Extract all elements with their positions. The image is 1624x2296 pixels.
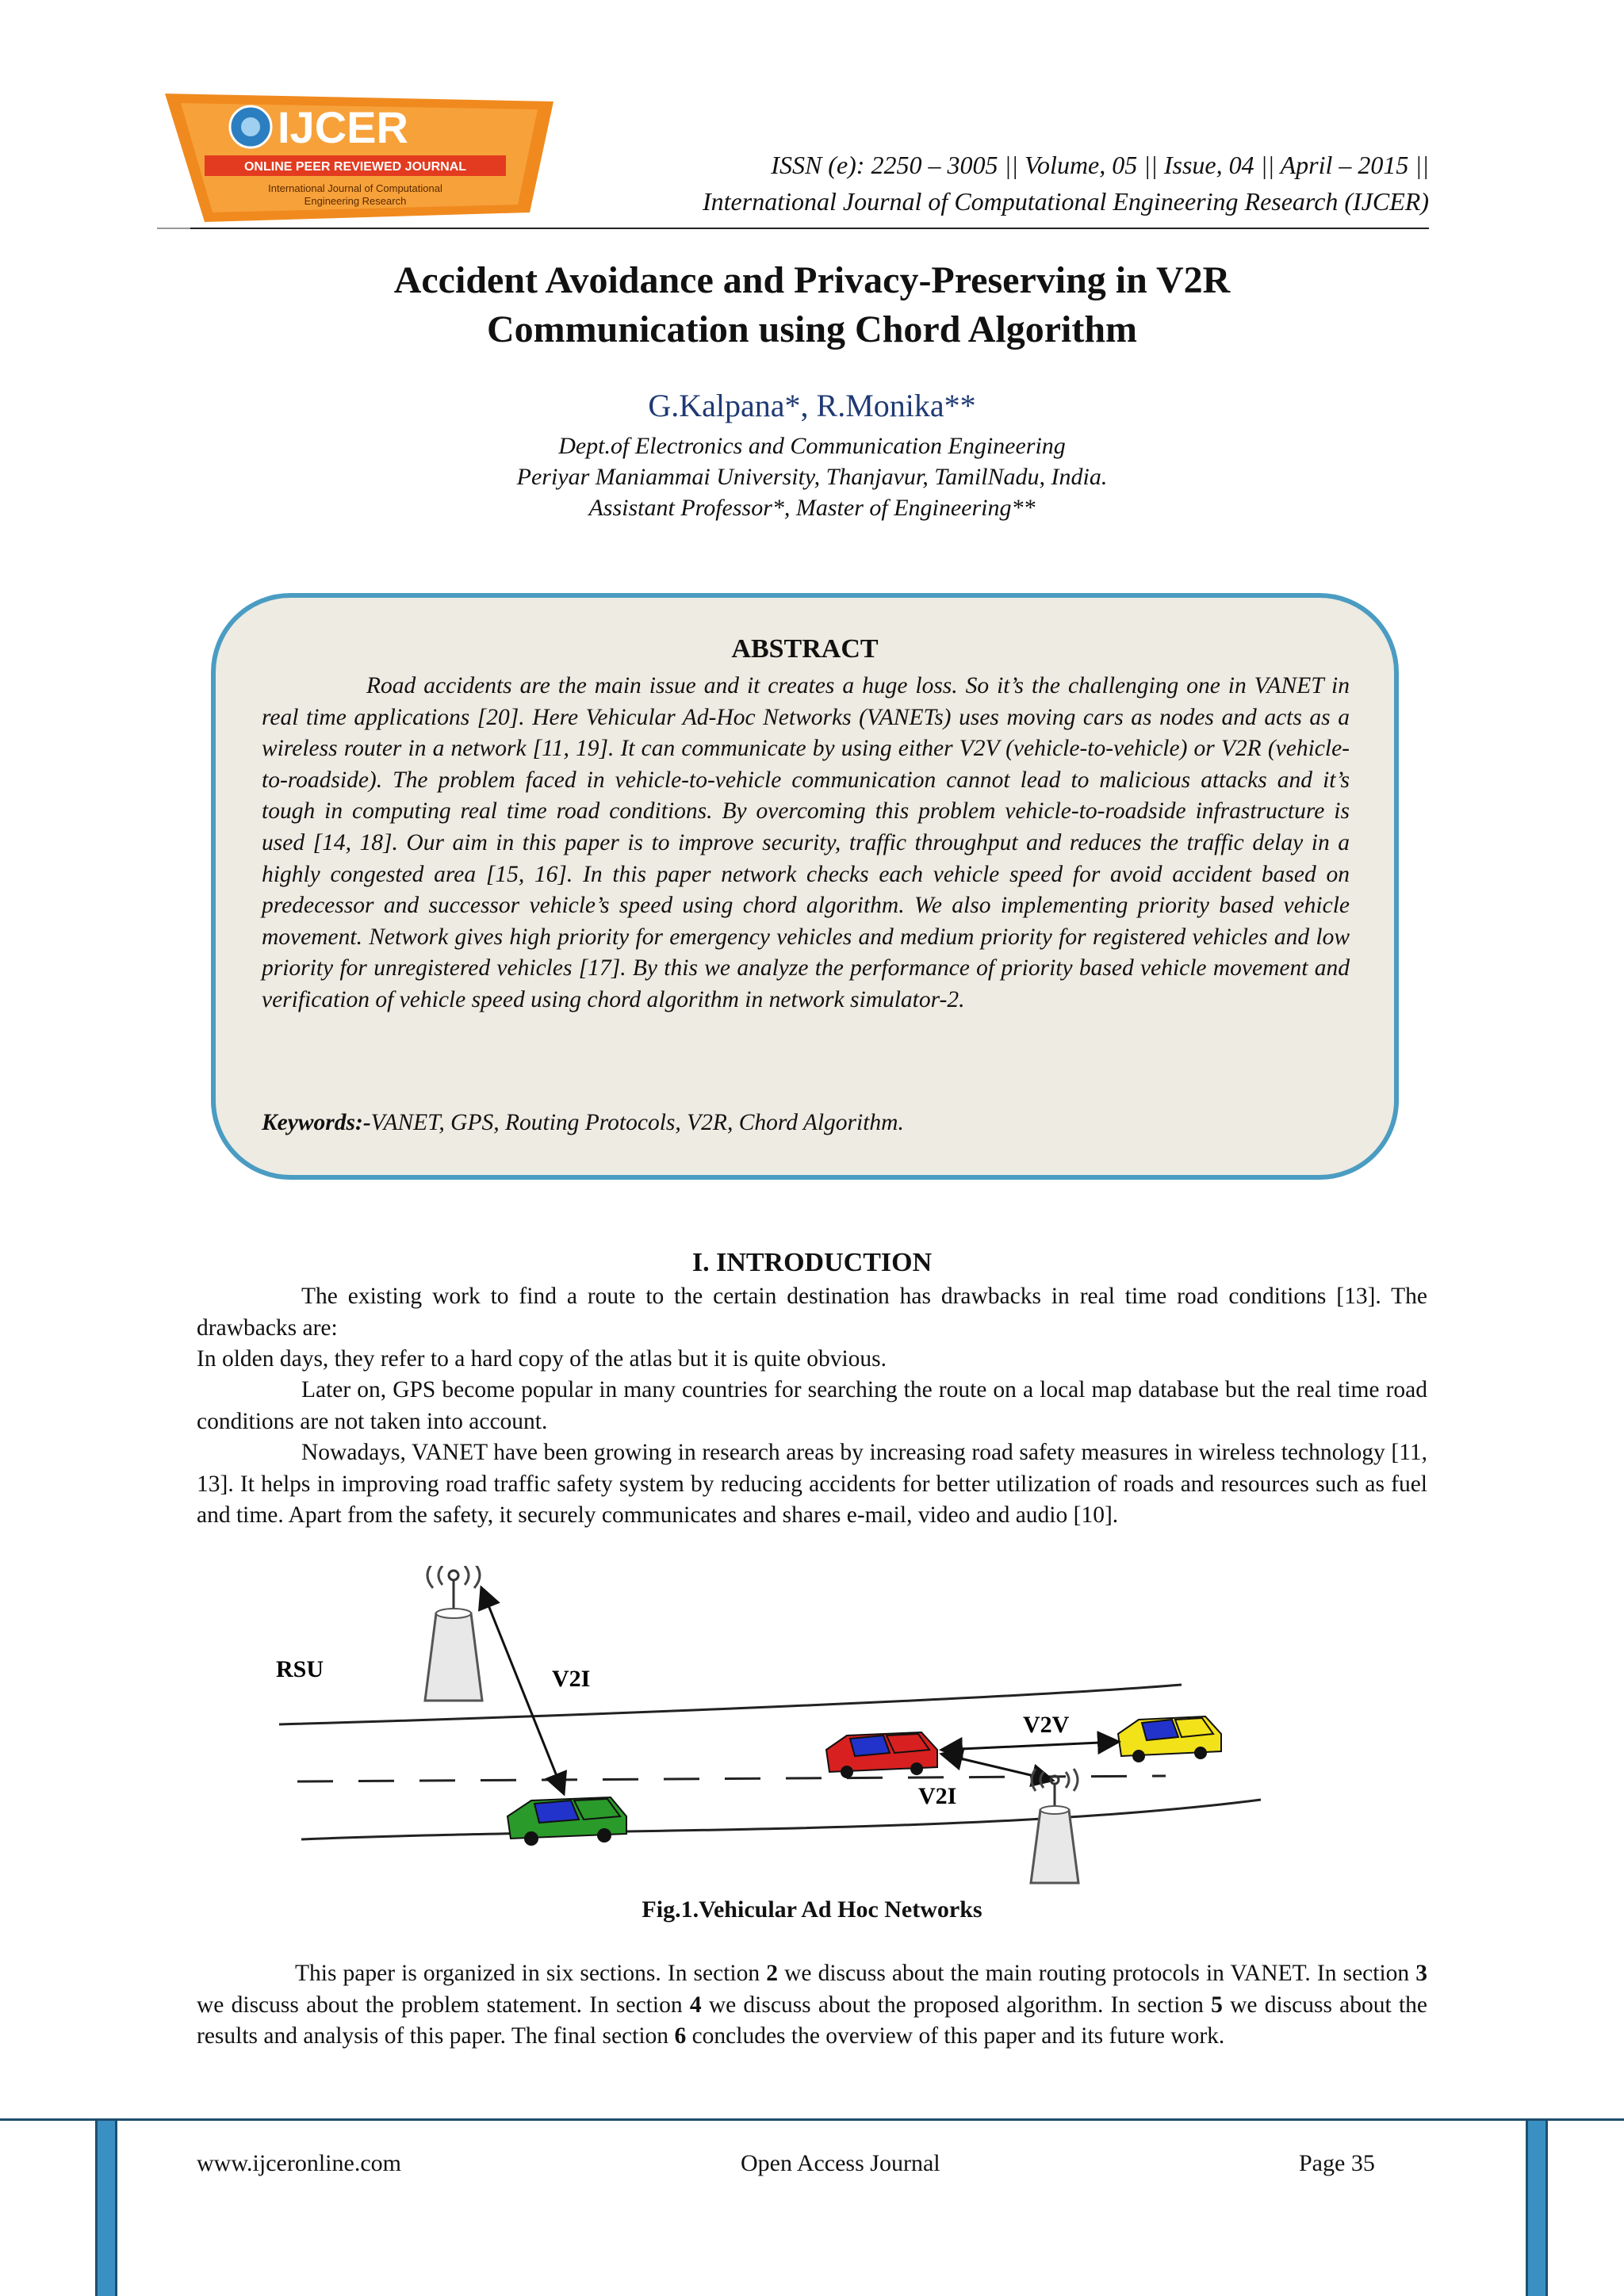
affiliation-department: Dept.of Electronics and Communication Engineering xyxy=(558,433,1066,459)
affiliation-roles: Assistant Professor*, Master of Engineering** xyxy=(588,495,1036,521)
keywords-label: Keywords:- xyxy=(262,1110,371,1135)
paper-authors: G.Kalpana*, R.Monika** xyxy=(648,388,976,423)
intro-paragraph-4: Nowadays, VANET have been growing in research areas by increasing road safety measures in wireless technology [11, 13]. It helps in improving road traffic safety system by reducing accidents for better utilization of roads and resources such as fuel and time. Apart from the safety, it securely communicates and shares e-mail, video and audio [10]. xyxy=(197,1440,1427,1529)
affiliation-university: Periyar Maniammai University, Thanjavur, TamilNadu, India. xyxy=(516,464,1108,490)
figure-caption: Fig.1.Vehicular Ad Hoc Networks xyxy=(642,1896,982,1923)
rsu-tower-icon xyxy=(425,1566,482,1701)
footer-bar-left xyxy=(95,2121,117,2296)
v2i-label-bottom: V2I xyxy=(918,1783,957,1809)
svg-text:IJCER: IJCER xyxy=(278,102,408,152)
footer-open-access: Open Access Journal xyxy=(741,2150,940,2176)
yellow-car-icon xyxy=(1118,1716,1221,1762)
keywords-list: VANET, GPS, Routing Protocols, V2R, Chord Algorithm. xyxy=(370,1110,904,1135)
rsu-label: RSU xyxy=(276,1656,324,1682)
keywords xyxy=(262,1110,904,1136)
intro-paragraph-3: Later on, GPS become popular in many countries for searching the route on a local map database but the real time road conditions are not taken into account. xyxy=(197,1377,1427,1434)
road-bottom-edge xyxy=(301,1800,1261,1839)
svg-text:Engineering Research: Engineering Research xyxy=(304,195,407,207)
v2i-arrow-top xyxy=(482,1590,563,1792)
footer-rule xyxy=(0,2118,1624,2121)
v2v-label: V2V xyxy=(1023,1712,1070,1738)
vanet-figure xyxy=(270,1566,1285,1895)
intro-paragraph-1: The existing work to find a route to the certain destination has drawbacks in real time road conditions [13]. The drawbacks are: xyxy=(197,1284,1427,1341)
footer-bar-right xyxy=(1526,2121,1548,2296)
footer-website-link[interactable]: www.ijceronline.com xyxy=(197,2150,401,2176)
green-car-icon xyxy=(508,1797,626,1846)
journal-name-line: International Journal of Computational Engineering Research (IJCER) xyxy=(703,187,1429,216)
paper-title-line-1: Accident Avoidance and Privacy-Preserving in V2R xyxy=(393,259,1231,301)
svg-text:International Journal of Compu: International Journal of Computational xyxy=(268,182,442,194)
journal-issn-line: ISSN (e): 2250 – 3005 || Volume, 05 || Issue, 04 || April – 2015 || xyxy=(771,151,1429,179)
rsu-tower-right-icon xyxy=(1031,1769,1078,1883)
intro-paragraph-2: In olden days, they refer to a hard copy of the atlas but it is quite obvious. xyxy=(197,1346,887,1372)
abstract-heading: ABSTRACT xyxy=(731,634,879,664)
paper-title-line-2: Communication using Chord Algorithm xyxy=(486,308,1138,350)
intro-paragraph-5: This paper is organized in six sections. In section 2 we discuss about the main routing protocols in VANET. In section 3 we discuss about the problem statement. In section 4 we discuss about the proposed algorithm. In section 5 we discuss about the results and analysis of this paper. The final section 6 concludes the overview of this paper and its future work. xyxy=(197,1961,1427,2049)
red-car-icon xyxy=(826,1732,937,1778)
abstract-text: Road accidents are the main issue and it creates a huge loss. So it’s the challenging one in VANET in real time applications [20]. Here Vehicular Ad-Hoc Networks (VANETs) uses moving cars as nodes and acts as a wireless router in a network [11, 19]. It can communicate by using either V2V (vehicle-to-vehicle) or V2R (vehicle-to-roadside). The problem faced in vehicle-to-vehicle communication cannot lead to malicious attacks and it’s tough in computing real time road conditions. By overcoming this problem vehicle-to-roadside infrastructure is used [14, 18]. Our aim in this paper is to improve security, traffic throughput and reduces the traffic delay in a highly congested area [15, 16]. In this paper network checks each vehicle speed for avoid accident based on predecessor and successor vehicle’s speed using chord algorithm. We also implementing priority based vehicle movement. Network gives high priority for emergency vehicles and medium priority for registered vehicles and low priority for unregistered vehicles [17]. By this we analyze the performance of priority based vehicle movement and verification of vehicle speed using chord algorithm in network simulator-2. xyxy=(262,673,1350,1012)
v2i-label-top: V2I xyxy=(552,1666,591,1692)
introduction-heading: I. INTRODUCTION xyxy=(691,1248,933,1277)
v2v-arrow xyxy=(944,1742,1116,1750)
svg-text:ONLINE PEER REVIEWED JOURNAL: ONLINE PEER REVIEWED JOURNAL xyxy=(243,160,467,174)
journal-logo xyxy=(157,94,557,230)
header-rule xyxy=(190,228,1429,229)
footer-page-number: Page 35 xyxy=(1299,2150,1375,2176)
